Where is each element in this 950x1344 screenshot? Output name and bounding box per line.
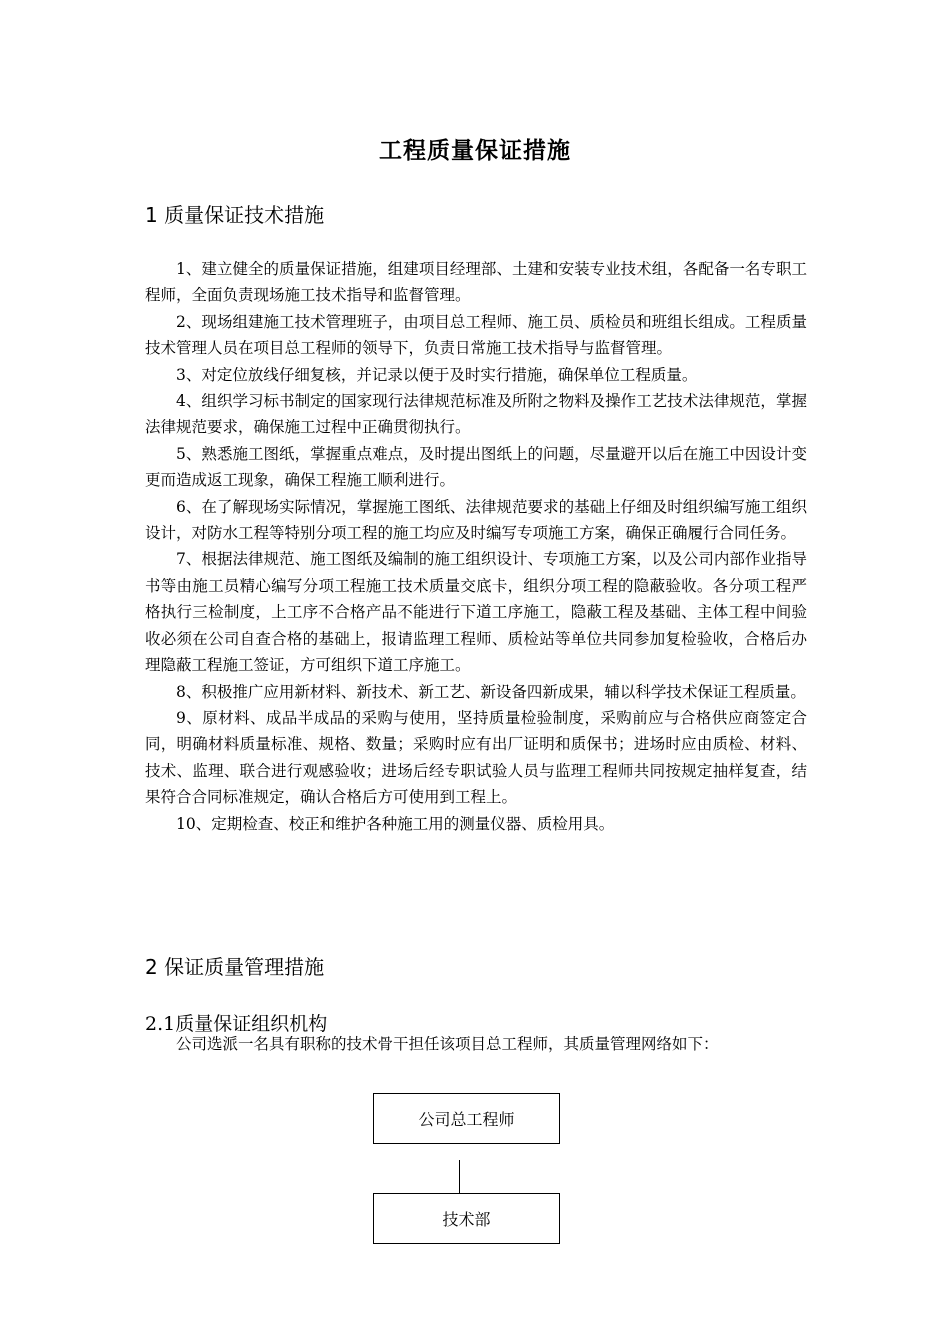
document-title: 工程质量保证措施 xyxy=(379,138,571,164)
section-2-heading: 2 保证质量管理措施 xyxy=(145,955,325,979)
org-intro-paragraph: 公司选派一名具有职称的技术骨干担任该项目总工程师，其质量管理网络如下： xyxy=(176,1035,719,1053)
paragraph-10: 10、定期检查、校正和维护各种施工用的测量仪器、质检用具。 xyxy=(176,814,615,833)
paragraph-8: 8、积极推广应用新材料、新技术、新工艺、新设备四新成果，辅以科学技术保证工程质量。 xyxy=(176,682,806,701)
org-chart-box-chief-engineer: 公司总工程师 xyxy=(373,1093,560,1144)
paragraph-6: 6、在了解现场实际情况，掌握施工图纸、法律规范要求的基础上仔细及时组织编写施工组织设计，对防水工程等特别分项工程的施工均应及时编写专项施工方案，确保正确履行合同任务。 xyxy=(145,497,807,543)
org-chart-box-tech-dept: 技术部 xyxy=(373,1193,560,1244)
paragraph-3: 3、对定位放线仔细复核，并记录以便于及时实行措施，确保单位工程质量。 xyxy=(176,365,698,384)
paragraph-5: 5、熟悉施工图纸，掌握重点难点，及时提出图纸上的问题，尽量避开以后在施工中因设计变更而造成返工现象，确保工程施工顺利进行。 xyxy=(145,444,807,490)
paragraph-4: 4、组织学习标书制定的国家现行法律规范标准及所附之物料及操作工艺技术法律规范，掌握法律规范要求，确保施工过程中正确贯彻执行。 xyxy=(145,392,807,437)
paragraph-2: 2、现场组建施工技术管理班子，由项目总工程师、施工员、质检员和班组长组成。工程质量技术管理人员在项目总工程师的领导下，负责日常施工技术指导与监督管理。 xyxy=(145,312,807,358)
section-1-heading: 1 质量保证技术措施 xyxy=(145,203,325,227)
section-1-body xyxy=(145,256,807,837)
paragraph-7: 7、根据法律规范、施工图纸及编制的施工组织设计、专项施工方案，以及公司内部作业指导书等由施工员精心编写分项工程施工技术质量交底卡，组织分项工程的隐蔽验收。各分项工程严格执行三检制度，上工序不合格产品不能进行下道工序施工，隐蔽工程及基础、主体工程中间验收必须在公司自查合格的基础上，报请监理工程师、质检站等单位共同参加复检验收，合格后办理隐蔽工程施工签证，方可组织下道工序施工。 xyxy=(145,550,807,675)
section-2-1-body xyxy=(145,1031,807,1057)
paragraph-1: 1、建立健全的质量保证措施，组建项目经理部、土建和安装专业技术组，各配备一名专职工程师，全面负责现场施工技术指导和监督管理。 xyxy=(145,260,807,305)
org-chart-connector xyxy=(459,1160,460,1194)
section-2-1-heading: 2.1质量保证组织机构 xyxy=(145,1013,328,1035)
paragraph-9: 9、原材料、成品半成品的采购与使用，坚持质量检验制度，采购前应与合格供应商签定合同，明确材料质量标准、规格、数量；采购时应有出厂证明和质保书；进场时应由质检、材料、技术、监理、联合进行观感验收；进场后经专职试验人员与监理工程师共同按规定抽样复查，结果符合合同标准规定，确认合格后方可使用到工程上。 xyxy=(145,708,807,807)
